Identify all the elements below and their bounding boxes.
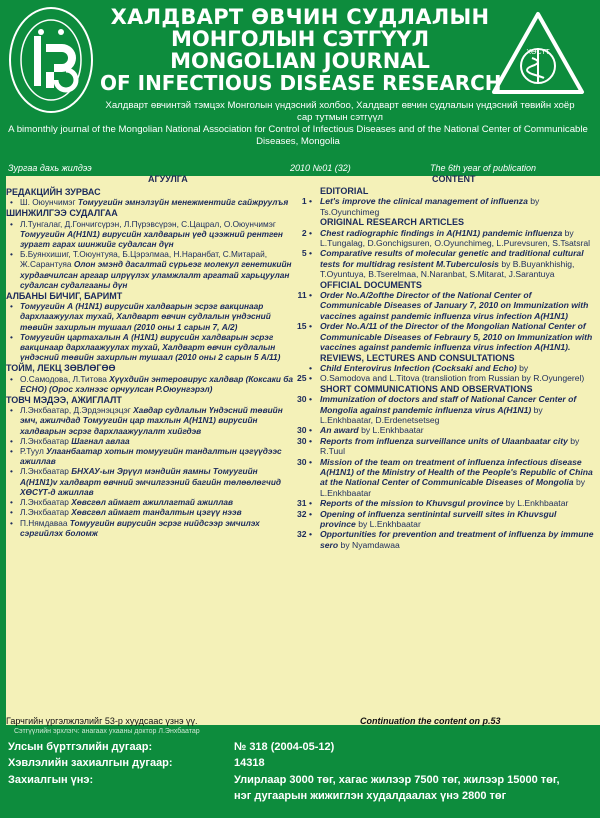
entry-authors: by Nyamdawaa: [340, 539, 400, 550]
entry-authors: Б.Буянхишиг, Т.Оюунтуяа, Б.Цэрэлмаа, Н.Наранбат, С.Митарай, Ж.Сарантуяа: [20, 249, 268, 270]
bullet-icon: •: [10, 197, 13, 208]
toc-entry: [290, 498, 594, 508]
toc-entry: [6, 374, 296, 394]
entry-authors: Л.Энхбаатар, Д.Эрдэнэцэцэг: [20, 405, 134, 416]
toc-entry: [290, 394, 594, 425]
entry-title: Child Enterovirus Infection (Cocksaki and Echo): [320, 362, 520, 373]
toc-entry: [6, 405, 296, 436]
entry-page: 31 •: [297, 498, 312, 509]
registration-label: Улсын бүртгэлийн дугаар:: [8, 741, 153, 753]
entry-authors: Л.Тунгалаг, Д.Гончигсүрэн, Л.Пүрэвсүрэн, С.Цацрал, О.Оюунчимэг: [20, 218, 276, 229]
toc-entry: [6, 197, 296, 207]
entry-page: 30 •: [297, 394, 312, 405]
continuation-note-english: Continuation the content on p.53: [360, 716, 501, 726]
entry-page: 5 •: [301, 248, 312, 259]
section-title: АЛБАНЫ БИЧИГ, БАРИМТ: [6, 291, 123, 302]
entry-authors: by L.Enkhbaatar, D.Erdenetsetseg: [320, 404, 543, 425]
title-english-line1: MONGOLIAN JOURNAL: [170, 49, 430, 73]
entry-title: Хөвсгөл аймагт тандалтын цэгүү нээв: [71, 507, 242, 518]
entry-title: Chest radiographic findings in A(H1N1) pandemic influenza: [320, 227, 565, 238]
entry-page: •: [308, 362, 312, 373]
entry-title: Opening of influenza sentinintal surveill sites in Khuvsgul province: [320, 508, 557, 529]
entry-title: Comparative results of molecular genetic and traditional cultural tests for multidrag resistent M.Tuberculosis: [320, 248, 584, 269]
entry-authors: О.Самодова, Л.Титова: [20, 373, 110, 384]
year-english: The 6th year of publication: [430, 163, 537, 173]
continuation-note-mongolian: Гарчгийн үргэлжлэлийг 53-р хуудсаас үзнэ үү.: [6, 716, 198, 726]
entry-authors: by L.Enkhbaatar: [320, 477, 586, 498]
contents-panel: [6, 176, 600, 725]
entry-title: Улаанбаатар хотын томуугийн тандалтын цэгүүдээс ажиллав: [20, 446, 282, 467]
section-title: EDITORIAL: [320, 186, 369, 196]
toc-entry: [290, 290, 594, 321]
toc-entry: [6, 249, 296, 290]
subtitle-english: A bimonthly journal of the Mongolian National Association for Control of Infectious Diseases and of the National Center of Communicable Diseases, Mongolia: [8, 124, 588, 147]
bullet-icon: •: [10, 249, 13, 260]
title-mongolian-line1: ХАЛДВАРТ ӨВЧИН СУДЛАЛЫН: [110, 5, 490, 29]
entry-title: Олон эмэнд дасалтай сүрьеэг молекул генетикийн хурдавчилсан аргаар илрүүлэх уламжлалт аргатай харьцуулан судалсан судалгааны дүн: [20, 259, 292, 290]
subtitle-mongolian: Халдварт өвчинтэй тэмцэх Монголын үндэсний холбоо, Халдварт өвчин судлалын үндэсний төвийн хоёр сар тутмын сэтгүүл: [105, 100, 575, 123]
entry-title: Хүүхдийн энтеровирус халдвар (Коксаки ба ECHO) (Орос хэлнээс орчуулсан Р.Оюунгэрэл): [20, 373, 294, 394]
entry-page: 2 •: [301, 227, 312, 238]
entry-page: 30 •: [297, 425, 312, 436]
price-value-line1: Улирлаар 3000 төг, хагас жилээр 7500 төг, жилээр 15000 төг,: [234, 774, 560, 786]
entry-title: Let's improve the clinical management of influenza: [320, 196, 531, 207]
bullet-icon: •: [10, 301, 13, 312]
subscription-index-label: Хэвлэлийн захиалгын дугаар:: [8, 757, 173, 769]
price-value-line2: нэг дугаарын жижиглэн худалдаалах үнэ 2800 төг: [234, 790, 507, 802]
entry-title: Order No.A/2ofthe Director of the National Center of Communicable Diseases of January 7, 2010 on Immunization with vaccines against pandemic influenza virus infection A(H1N1): [320, 290, 589, 321]
bullet-icon: •: [10, 405, 13, 416]
section-title: РЕДАКЦИЙН ЗУРВАС: [6, 187, 101, 197]
entry-title: Reports from influenza surveillance units of Ulaanbaatar city: [320, 435, 571, 446]
toc-entry: [290, 321, 594, 352]
entry-authors: by Ts.Oyunchimeg: [320, 196, 540, 217]
entry-title: Томуугийн вирусийн эсрэг нийдсээр эмчилэх сэргийлэх боломж: [20, 517, 260, 538]
entry-title: БНХАУ-ын Эрүүл мэндийн яамны Томуугийн A(H1N1)v халдварт өвчний эмчилгээний багийн төлөөлөгчид ХӨСҮТ-д ажиллав: [20, 466, 282, 497]
toc-entry: [290, 196, 594, 217]
entry-authors: by L.Enkhbaatar: [505, 498, 569, 509]
year-mongolian: Зургаа дахь жилдээ: [8, 163, 92, 173]
bullet-icon: •: [10, 446, 13, 457]
entry-page: 30 •: [297, 435, 312, 446]
entry-authors: O.Samodova and L.Titova (transliotion from Russian by R.Oyungerel): [320, 373, 585, 384]
entry-authors: П.Нямдаваа: [20, 517, 70, 528]
toc-entry: [6, 446, 296, 466]
section-title: SHORT COMMUNICATIONS AND OBSERVATIONS: [320, 383, 533, 394]
toc-entry: [6, 507, 296, 517]
toc-entry: [290, 373, 594, 383]
entry-title: Mission of the team on treatment of influenza infectious disease A(H1N1) of the Ministry of Health of the People's Republic of China at the National Center of Communicable Diseases of Mongolia: [320, 456, 593, 488]
registration-value: № 318 (2004-05-12): [234, 741, 335, 753]
toc-entry: [6, 497, 296, 507]
toc-entry: [6, 332, 296, 363]
bullet-icon: •: [10, 331, 13, 342]
entry-title: Reports of the mission to Khuvsgul province: [320, 498, 506, 509]
subscription-index-value: 14318: [234, 757, 265, 769]
bullet-icon: •: [10, 373, 13, 384]
contents-list-mongolian: [6, 186, 296, 706]
issue-info-row: [0, 162, 600, 176]
entry-authors: Л.Энхбаатар: [20, 435, 72, 446]
price-label: Захиалгын үнэ:: [8, 774, 94, 786]
entry-title: Томуугийн цартахалын А (H1N1) вирусийн халдварын эсрэг вакцинаар дархлаажуулах тухай, Халдварт өвчин судлалын үндэсний төвийн захирлын тушаал (2010 оны 2 сарын 5 А/11): [20, 331, 281, 363]
entry-authors: by L.Enkhbaatar: [358, 519, 421, 529]
toc-entry: [290, 457, 594, 499]
entry-authors: Л.Энхбаатар: [20, 466, 72, 477]
issue-number: 2010 №01 (32): [290, 163, 351, 173]
toc-entry: [6, 219, 296, 250]
section-title: ORIGINAL RESEARCH ARTICLES: [320, 217, 465, 228]
entry-title: An award: [320, 425, 362, 436]
bullet-icon: •: [10, 435, 13, 446]
contents-heading-mongolian: АГУУЛГА: [148, 174, 188, 184]
entry-page: 15 •: [297, 321, 312, 332]
toc-entry: [290, 248, 594, 279]
entry-title: Томуугийн эмнэлзүйн менежментийг сайжруулъя: [77, 197, 289, 208]
entry-authors: Р.Туул: [20, 446, 47, 457]
entry-title: Томуугийн А (H1N1) вирусийн халдварын эсрэг вакцинаар дархлаажуулах тухай, Халдварт өвчин судлалын үндэсний төвийн захирлын тушаал (2010 оны 1 сарын 7, А/2): [20, 301, 271, 332]
ncdc-triangle-logo-icon: [488, 8, 588, 98]
toc-entry: [290, 363, 594, 373]
entry-page: 30 •: [297, 456, 312, 467]
entry-authors: by L.Enkhbaatar: [361, 425, 424, 436]
header: [0, 0, 600, 160]
toc-entry: [6, 301, 296, 332]
section-title: ТОВЧ МЭДЭЭ, АЖИГЛАЛТ: [6, 395, 122, 406]
bullet-icon: •: [10, 517, 13, 528]
section-title: OFFICIAL DOCUMENTS: [320, 279, 422, 290]
entry-title: Opportunities for prevention and treatment of influenza by immune sero: [320, 529, 594, 550]
entry-page: 32 •: [297, 529, 312, 540]
editor-strip: Сэтгүүлийн эрхлэгч: анагаах ухааны доктор Л.Энхбаатар: [0, 727, 600, 736]
toc-entry: [290, 509, 594, 530]
entry-page: 32 •: [297, 508, 312, 519]
contents-list-english: [290, 186, 594, 726]
svg-text:ХӨСҮТ: ХӨСҮТ: [526, 49, 550, 56]
bullet-icon: •: [10, 466, 13, 477]
bullet-icon: •: [10, 507, 13, 518]
entry-title: Immunization of doctors and staff of National Cancer Center of Mongolia against pandemic influenza virus A(H1N1): [320, 394, 577, 415]
entry-page: 25 •: [297, 373, 312, 384]
entry-authors: Л.Энхбаатар: [20, 497, 72, 508]
entry-title: Томуугийн А(H1N1) вирусийн халдварын үед цээжний рентген зурагт гарах шинжийг судалсан дүн: [20, 228, 283, 250]
section-title: ШИНЖИЛГЭЭ СУДАЛГАА: [6, 208, 118, 219]
entry-title: Хөвсгөл аймагт ажиллагтай ажиллав: [71, 497, 233, 508]
entry-authors: by B.Buyankhishig, T.Oyuntuya, B.Tserelmaa, N.Naranbat, S.Mitarat, J.Sarantuya: [320, 258, 575, 280]
toc-entry: [290, 529, 594, 550]
entry-title: Order No.A/11 of the Director of the Mongolian National Center of Communicable Diseases of Febraury 5, 2010 on Immunization with vaccines against pandemic influenza virus infection A(H1N1).: [320, 321, 593, 353]
toc-entry: [290, 425, 594, 435]
section-title: REVIEWS, LECTURES AND CONSULTATIONS: [320, 352, 515, 363]
bullet-icon: •: [10, 497, 13, 508]
entry-authors: Л.Энхбаатар: [20, 507, 72, 518]
entry-authors: by: [519, 362, 529, 373]
toc-entry: [290, 436, 594, 457]
section-title: ТОЙМ, ЛЕКЦ ЗӨВЛӨГӨӨ: [6, 363, 116, 374]
entry-authors: Ш. Оюунчимэг: [20, 197, 78, 208]
entry-page: 11 •: [297, 290, 312, 301]
toc-entry: [6, 466, 296, 497]
toc-entry: [290, 228, 594, 249]
entry-title: Шагнал авлаа: [71, 435, 130, 446]
title-mongolian-line2: МОНГОЛЫН СЭТГҮҮЛ: [170, 27, 430, 51]
entry-title: Хавдар судлалын Үндэсний төвийн эмч, ажилчдад Томуугийн цар тахлын A(H1N1) вирусийн халдварын эсрэг дархлаажуулалт хийгдэв: [20, 405, 283, 436]
toc-entry: [6, 518, 296, 538]
association-logo-icon: [6, 4, 96, 116]
entry-page: 1 •: [301, 196, 312, 207]
title-english-line2: OF INFECTIOUS DISEASE RESEARCH: [100, 71, 502, 95]
entry-authors: by R.Tuul: [320, 435, 580, 457]
publication-details: [0, 737, 600, 818]
bullet-icon: •: [10, 218, 13, 229]
toc-entry: [6, 436, 296, 446]
entry-authors: by L.Tungalag, D.Gonchigsuren, O.Oyunchimeg, L.Purevsuren, S.Tsatsral: [320, 227, 591, 249]
contents-heading-english: CONTENT: [432, 174, 476, 184]
